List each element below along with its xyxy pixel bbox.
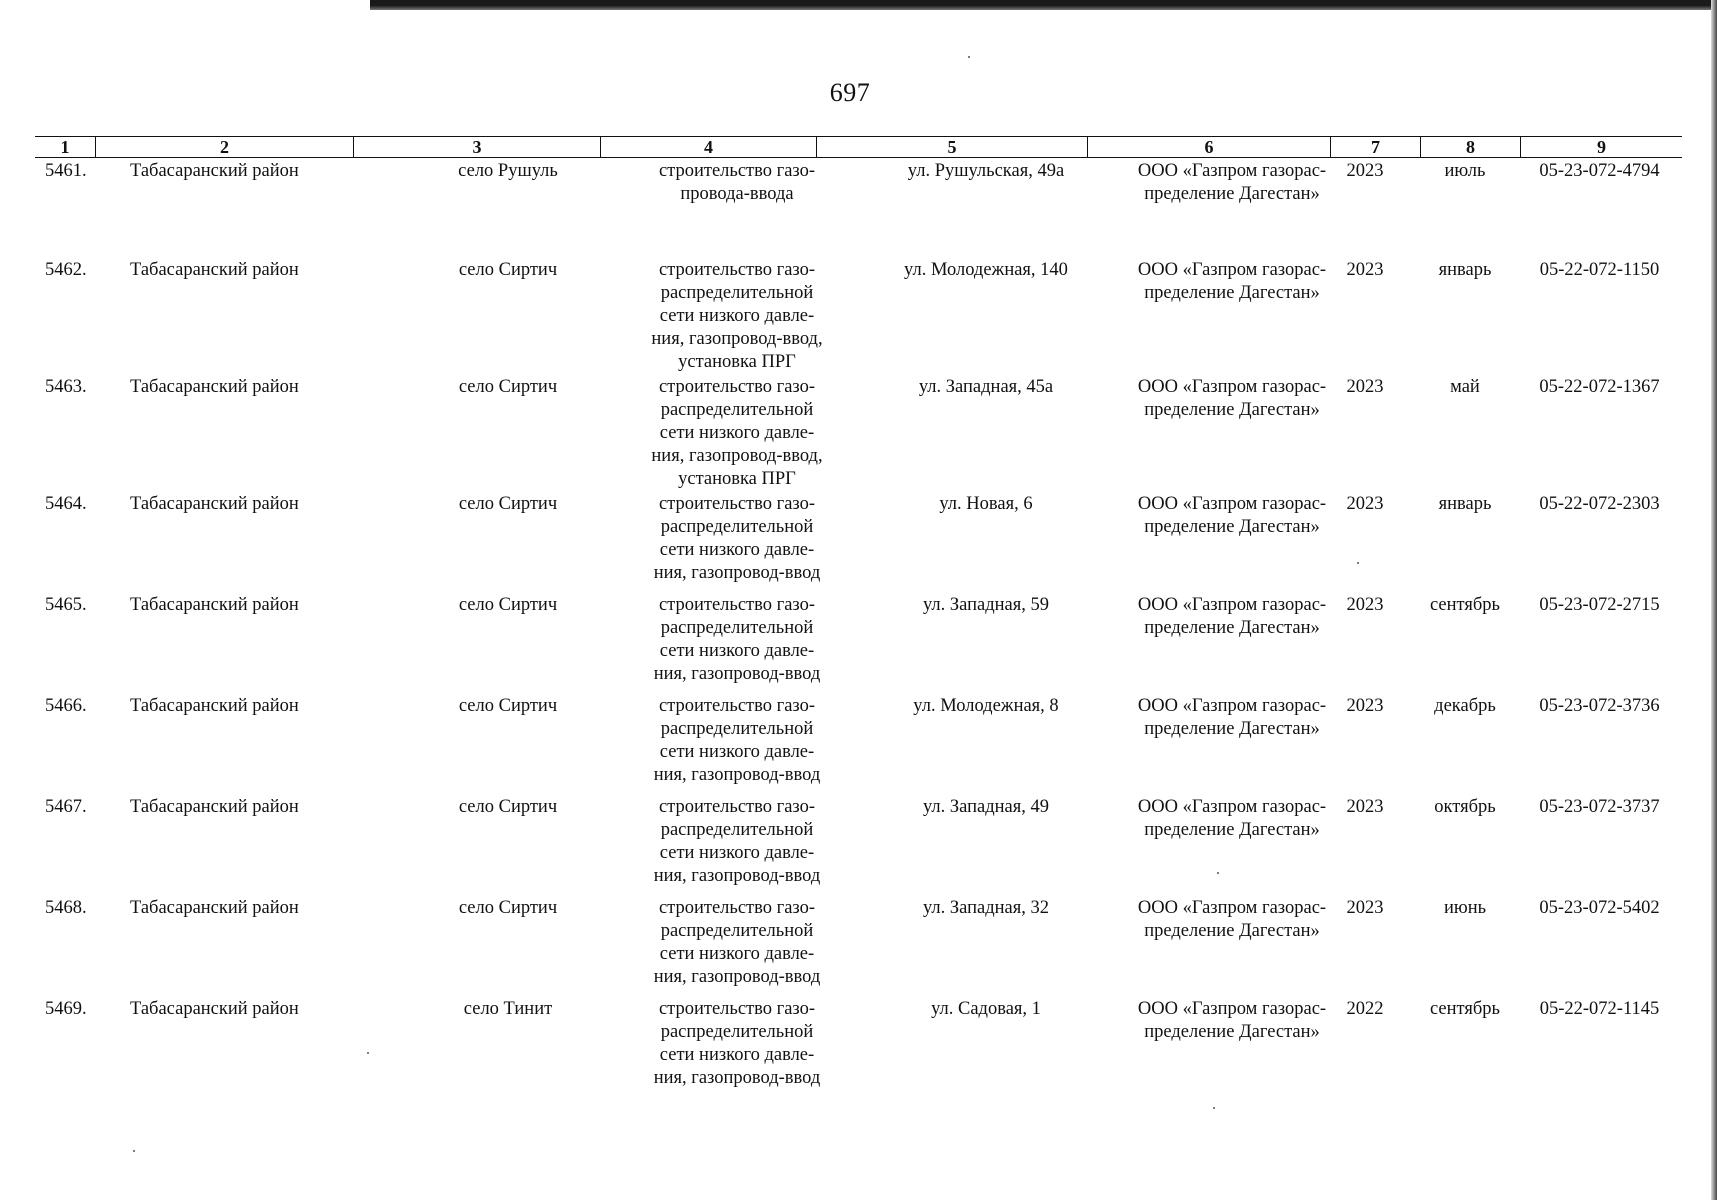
work-description-line: ния, газопровод-ввод <box>653 1068 821 1088</box>
work-description-cell <box>597 376 877 491</box>
settlement-cell: село Сиртич <box>458 494 558 514</box>
district-cell: Табасаранский район <box>130 898 299 918</box>
work-description-line: распределительной <box>660 820 814 840</box>
organization-line: ООО «Газпром газорас- <box>1137 898 1327 918</box>
settlement-cell: село Тинит <box>463 999 553 1019</box>
code-cell: 05-22-072-1367 <box>1539 377 1660 397</box>
row-number: 5464. <box>45 494 87 514</box>
organization-line: ООО «Газпром газорас- <box>1137 161 1327 181</box>
month-cell: декабрь <box>1434 696 1496 716</box>
work-description-line: установка ПРГ <box>678 469 796 489</box>
settlement-cell: село Сиртич <box>458 595 558 615</box>
settlement-cell: село Сиртич <box>458 696 558 716</box>
work-description-line: распределительной <box>660 618 814 638</box>
work-description-line: распределительной <box>660 517 814 537</box>
month-cell: июль <box>1444 161 1486 181</box>
work-description-line: распределительной <box>660 400 814 420</box>
organization-line: ООО «Газпром газорас- <box>1137 595 1327 615</box>
organization-cell <box>1101 796 1363 842</box>
code-cell: 05-23-072-3737 <box>1539 797 1660 817</box>
month-cell: октябрь <box>1434 797 1496 817</box>
scan-speck <box>968 56 970 58</box>
district-cell: Табасаранский район <box>130 999 299 1019</box>
organization-cell <box>1101 259 1363 305</box>
organization-line: ООО «Газпром газорас- <box>1137 260 1327 280</box>
year-cell: 2023 <box>1346 898 1384 918</box>
year-cell: 2023 <box>1346 161 1384 181</box>
row-number: 5463. <box>45 377 87 397</box>
work-description-line: ния, газопровод-ввод, <box>651 446 823 466</box>
row-number: 5469. <box>45 999 87 1019</box>
work-description-cell <box>597 998 877 1090</box>
row-number: 5466. <box>45 696 87 716</box>
organization-cell <box>1101 376 1363 422</box>
organization-line: ООО «Газпром газорас- <box>1137 377 1327 397</box>
work-description-cell <box>597 160 877 206</box>
year-cell: 2023 <box>1346 494 1384 514</box>
organization-line: пределение Дагестан» <box>1144 820 1320 840</box>
organization-cell <box>1101 493 1363 539</box>
scan-speck <box>1217 872 1219 874</box>
code-cell: 05-23-072-3736 <box>1539 696 1660 716</box>
code-cell: 05-22-072-2303 <box>1539 494 1660 514</box>
address-cell: ул. Новая, 6 <box>939 494 1033 514</box>
code-cell: 05-23-072-2715 <box>1539 595 1660 615</box>
settlement-cell: село Сиртич <box>458 377 558 397</box>
work-description-line: распределительной <box>660 283 814 303</box>
code-cell: 05-23-072-4794 <box>1539 161 1660 181</box>
district-cell: Табасаранский район <box>130 377 299 397</box>
code-cell: 05-22-072-1150 <box>1539 260 1660 280</box>
work-description-line: сети низкого давле- <box>659 1045 815 1065</box>
month-cell: январь <box>1438 260 1492 280</box>
work-description-cell <box>597 594 877 686</box>
header-col-2: 2 <box>95 137 353 157</box>
work-description-line: распределительной <box>660 921 814 941</box>
address-cell: ул. Западная, 59 <box>922 595 1050 615</box>
work-description-line: установка ПРГ <box>678 352 796 372</box>
work-description-line: сети низкого давле- <box>659 306 815 326</box>
row-number: 5465. <box>45 595 87 615</box>
work-description-line: сети низкого давле- <box>659 641 815 661</box>
work-description-line: строительство газо- <box>658 797 816 817</box>
district-cell: Табасаранский район <box>130 260 299 280</box>
code-cell: 05-23-072-5402 <box>1539 898 1660 918</box>
district-cell: Табасаранский район <box>130 797 299 817</box>
scan-speck <box>133 1150 135 1152</box>
organization-line: пределение Дагестан» <box>1144 184 1320 204</box>
header-col-3: 3 <box>353 137 600 157</box>
organization-line: пределение Дагестан» <box>1144 921 1320 941</box>
work-description-line: ния, газопровод-ввод <box>653 866 821 886</box>
settlement-cell: село Сиртич <box>458 898 558 918</box>
work-description-line: сети низкого давле- <box>659 423 815 443</box>
work-description-line: ния, газопровод-ввод <box>653 765 821 785</box>
scan-shadow-top <box>370 0 1717 10</box>
organization-line: пределение Дагестан» <box>1144 400 1320 420</box>
row-number: 5467. <box>45 797 87 817</box>
organization-line: пределение Дагестан» <box>1144 719 1320 739</box>
work-description-line: сети низкого давле- <box>659 742 815 762</box>
page-number: 697 <box>829 78 871 107</box>
table-header <box>35 136 1682 158</box>
work-description-line: строительство газо- <box>658 898 816 918</box>
organization-line: ООО «Газпром газорас- <box>1137 494 1327 514</box>
organization-line: ООО «Газпром газорас- <box>1137 696 1327 716</box>
month-cell: сентябрь <box>1430 595 1500 615</box>
scan-speck <box>367 1052 369 1054</box>
header-col-9: 9 <box>1520 137 1682 157</box>
work-description-cell <box>597 695 877 787</box>
work-description-cell <box>597 796 877 888</box>
month-cell: сентябрь <box>1430 999 1500 1019</box>
work-description-line: распределительной <box>660 719 814 739</box>
address-cell: ул. Западная, 32 <box>922 898 1050 918</box>
work-description-line: распределительной <box>660 1022 814 1042</box>
work-description-line: строительство газо- <box>658 696 816 716</box>
organization-cell <box>1101 897 1363 943</box>
organization-line: ООО «Газпром газорас- <box>1137 999 1327 1019</box>
scan-speck <box>1357 562 1359 564</box>
address-cell: ул. Молодежная, 8 <box>913 696 1059 716</box>
header-col-4: 4 <box>600 137 816 157</box>
settlement-cell: село Сиртич <box>458 260 558 280</box>
year-cell: 2022 <box>1346 999 1384 1019</box>
address-cell: ул. Западная, 45а <box>918 377 1054 397</box>
work-description-line: строительство газо- <box>658 494 816 514</box>
district-cell: Табасаранский район <box>130 696 299 716</box>
year-cell: 2023 <box>1346 595 1384 615</box>
header-col-7: 7 <box>1330 137 1420 157</box>
work-description-line: ния, газопровод-ввод <box>653 967 821 987</box>
organization-cell <box>1101 695 1363 741</box>
district-cell: Табасаранский район <box>130 494 299 514</box>
work-description-line: провода-ввода <box>680 184 794 204</box>
organization-line: пределение Дагестан» <box>1144 283 1320 303</box>
work-description-line: сети низкого давле- <box>659 843 815 863</box>
organization-line: пределение Дагестан» <box>1144 618 1320 638</box>
year-cell: 2023 <box>1346 377 1384 397</box>
organization-cell <box>1101 998 1363 1044</box>
organization-cell <box>1101 160 1363 206</box>
month-cell: январь <box>1438 494 1492 514</box>
row-number: 5462. <box>45 260 87 280</box>
header-col-1: 1 <box>60 137 70 157</box>
work-description-line: сети низкого давле- <box>659 540 815 560</box>
district-cell: Табасаранский район <box>130 161 299 181</box>
organization-cell <box>1101 594 1363 640</box>
address-cell: ул. Западная, 49 <box>922 797 1050 817</box>
code-cell: 05-22-072-1145 <box>1539 999 1660 1019</box>
work-description-line: строительство газо- <box>658 999 816 1019</box>
address-cell: ул. Садовая, 1 <box>931 999 1041 1019</box>
settlement-cell: село Рушуль <box>458 161 558 181</box>
header-col-5: 5 <box>816 137 1087 157</box>
work-description-line: строительство газо- <box>658 161 816 181</box>
work-description-line: строительство газо- <box>658 595 816 615</box>
district-cell: Табасаранский район <box>130 595 299 615</box>
header-col-6: 6 <box>1087 137 1330 157</box>
row-number: 5468. <box>45 898 87 918</box>
work-description-cell <box>597 897 877 989</box>
work-description-line: ния, газопровод-ввод <box>653 664 821 684</box>
work-description-cell <box>597 259 877 374</box>
work-description-line: строительство газо- <box>658 260 816 280</box>
work-description-line: ния, газопровод-ввод, <box>651 329 823 349</box>
work-description-line: сети низкого давле- <box>659 944 815 964</box>
work-description-cell <box>597 493 877 585</box>
organization-line: ООО «Газпром газорас- <box>1137 797 1327 817</box>
month-cell: июнь <box>1443 898 1487 918</box>
month-cell: май <box>1450 377 1480 397</box>
scan-speck <box>1213 1107 1215 1109</box>
address-cell: ул. Рушульская, 49а <box>907 161 1065 181</box>
row-number: 5461. <box>45 161 87 181</box>
year-cell: 2023 <box>1346 797 1384 817</box>
address-cell: ул. Молодежная, 140 <box>904 260 1068 280</box>
organization-line: пределение Дагестан» <box>1144 1022 1320 1042</box>
settlement-cell: село Сиртич <box>458 797 558 817</box>
organization-line: пределение Дагестан» <box>1144 517 1320 537</box>
header-col-8: 8 <box>1420 137 1520 157</box>
scan-shadow-right <box>1711 0 1717 1200</box>
year-cell: 2023 <box>1346 696 1384 716</box>
year-cell: 2023 <box>1346 260 1384 280</box>
work-description-line: ния, газопровод-ввод <box>653 563 821 583</box>
work-description-line: строительство газо- <box>658 377 816 397</box>
